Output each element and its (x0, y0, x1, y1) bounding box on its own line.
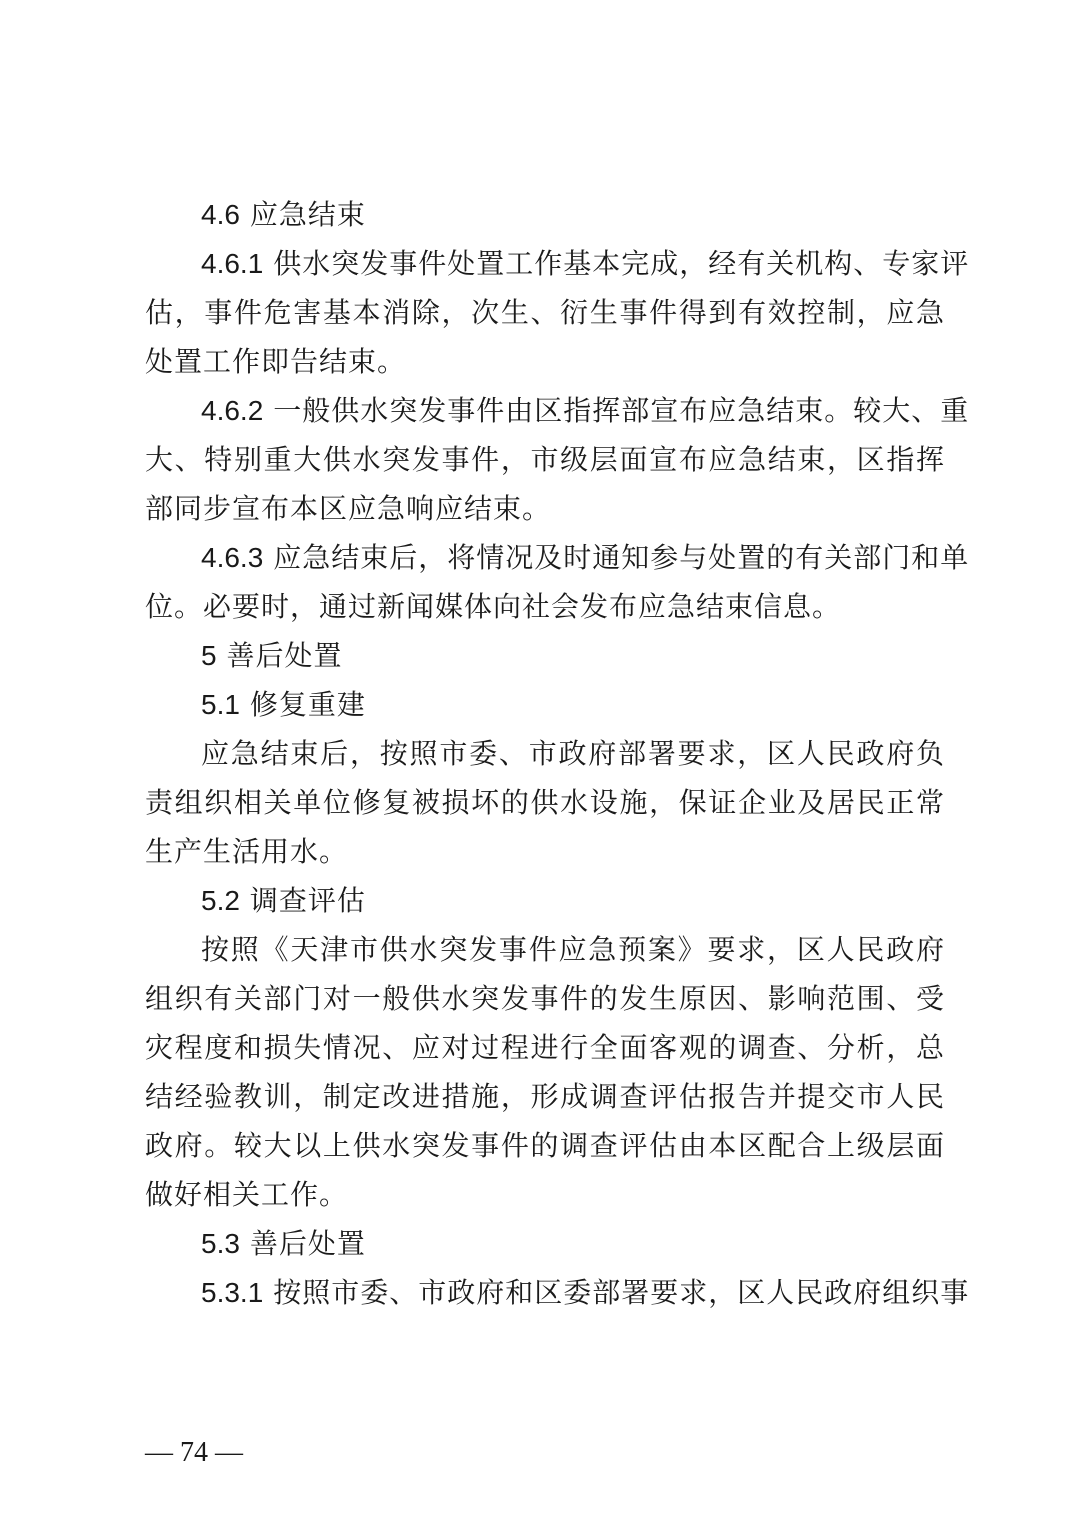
clause-text: 估，事件危害基本消除，次生、衍生事件得到有效控制，应急处置工作即告结束。 (145, 296, 945, 378)
section-number: 5.1 (201, 689, 240, 720)
clause-number: 4.6.3 (201, 542, 264, 573)
document-body (145, 190, 970, 1317)
section-heading-5-3 (145, 1219, 945, 1268)
clause-first-line: 供水突发事件处置工作基本完成，经有关机构、专家评 (273, 247, 970, 280)
paragraph-4-6-2 (145, 386, 970, 533)
clause-text: 位。必要时，通过新闻媒体向社会发布应急结束信息。 (145, 590, 842, 623)
clause-number: 4.6.2 (201, 395, 264, 426)
chapter-number: 5 (201, 640, 217, 671)
section-heading-5-1 (145, 680, 945, 729)
paragraph-4-6-1 (145, 239, 970, 386)
clause-first-line: 一般供水突发事件由区指挥部宣布应急结束。较大、重 (273, 394, 970, 427)
paragraph-5-2-body: 按照《天津市供水突发事件应急预案》要求，区人民政府组织有关部门对一般供水突发事件的发生原因、影响范围、受灾程度和损失情况、应对过程进行全面客观的调查、分析，总结经验教训，制定改进措施，形成调查评估报告并提交市人民政府。较大以上供水突发事件的调查评估由本区配合上级层面做好相关工作。 (145, 933, 945, 1211)
clause-number: 4.6.1 (201, 248, 264, 279)
section-number: 5.3 (201, 1228, 240, 1259)
section-title: 善后处置 (249, 1227, 366, 1260)
section-title: 修复重建 (249, 688, 366, 721)
clause-first-line: 按照市委、市政府和区委部署要求，区人民政府组织事 (273, 1276, 970, 1309)
clause-number: 5.3.1 (201, 1277, 264, 1308)
paragraph-5-1-body: 应急结束后，按照市委、市政府部署要求，区人民政府负责组织相关单位修复被损坏的供水设施，保证企业及居民正常生产生活用水。 (145, 737, 945, 868)
section-number: 4.6 (201, 199, 240, 230)
chapter-title: 善后处置 (226, 639, 343, 672)
section-title: 应急结束 (249, 198, 366, 231)
paragraph-5-3-1 (145, 1268, 970, 1317)
section-title: 调查评估 (249, 884, 366, 917)
section-heading-4-6 (145, 190, 945, 239)
clause-first-line: 应急结束后，将情况及时通知参与处置的有关部门和单 (273, 541, 970, 574)
section-heading-5-2 (145, 876, 945, 925)
paragraph-4-6-3 (145, 533, 970, 631)
section-number: 5.2 (201, 885, 240, 916)
page-number: — 74 — (145, 1437, 243, 1468)
chapter-heading-5 (145, 631, 945, 680)
clause-text: 大、特别重大供水突发事件，市级层面宣布应急结束，区指挥部同步宣布本区应急响应结束。 (145, 443, 945, 525)
